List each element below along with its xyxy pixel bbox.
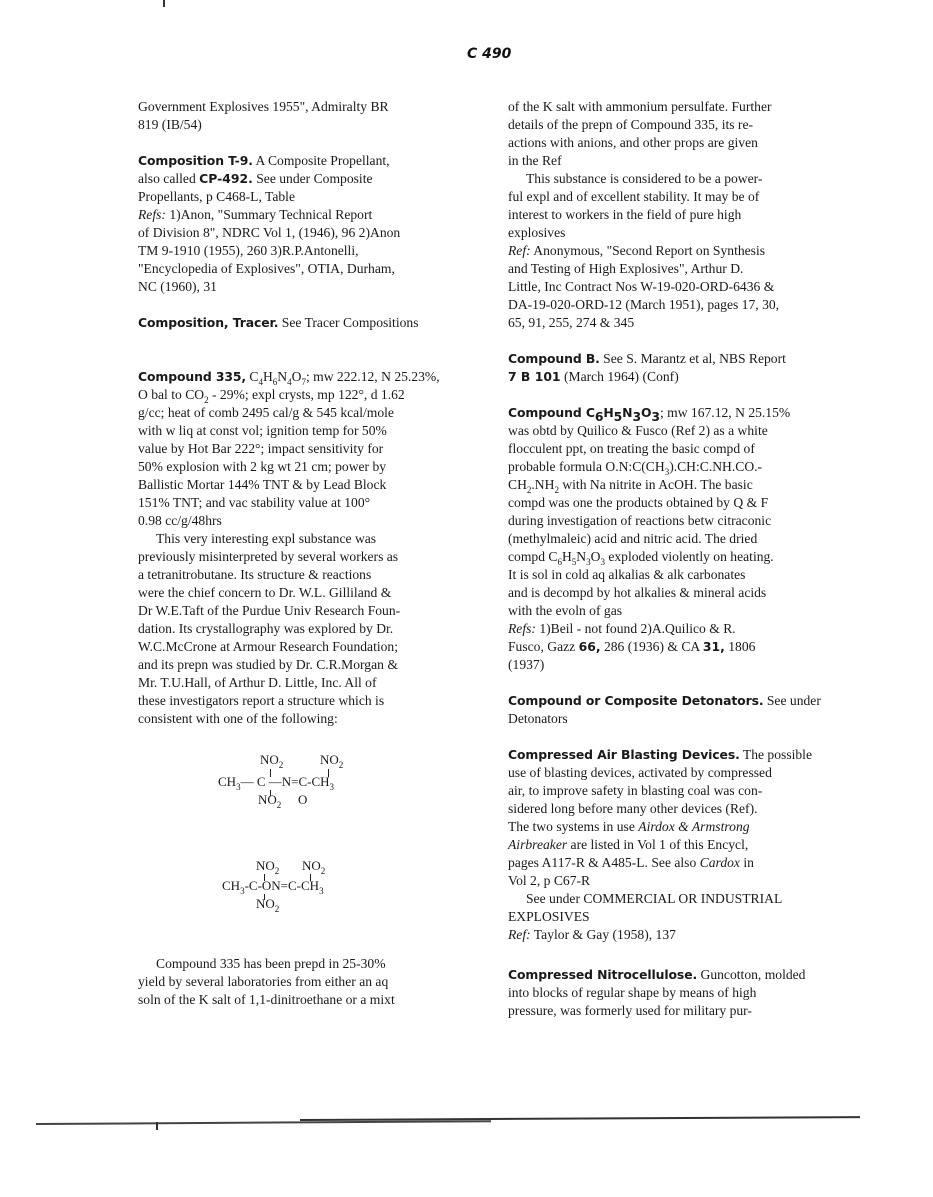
text-line: sidered long before many other devices (Ref). xyxy=(508,801,758,816)
text: 286 (1936) & CA xyxy=(600,639,703,654)
text-line: Detonators xyxy=(508,711,568,726)
text-line: See under COMMERCIAL OR INDUSTRIAL xyxy=(526,891,783,906)
text: ; mw 222.12, N 25.23%, xyxy=(305,369,440,384)
nitro-group: $NO_2$ xyxy=(320,752,344,770)
text-line: Little, Inc Contract Nos W-19-020-ORD-6436 & xyxy=(508,279,775,294)
text-line: yield by several laboratories from either an aq xyxy=(138,974,389,989)
text-line: interest to workers in the field of pure high xyxy=(508,207,742,222)
text-line: actions with anions, and other props are given xyxy=(508,135,758,150)
text-line: in the Ref xyxy=(508,153,562,168)
oxide-oxygen: O xyxy=(298,792,308,807)
text-line: value by Hot Bar 222°; impact sensitivity for xyxy=(138,441,384,456)
text-line: Dr W.E.Taft of the Purdue Univ Research Foun- xyxy=(138,603,401,618)
nitro-group: $NO_2$ xyxy=(258,792,282,810)
entry-heading: Compound 335, xyxy=(138,369,246,384)
text: compd C xyxy=(508,549,558,564)
nitro-group: $NO_2$ xyxy=(260,752,284,770)
continued-text xyxy=(508,98,843,332)
entry-composition-t9 xyxy=(138,152,478,296)
subscript: 4 xyxy=(287,377,292,387)
text-line: "Encyclopedia of Explosives", OTIA, Durham, xyxy=(138,261,395,276)
text-line: of the K salt with ammonium persulfate. Further xyxy=(508,99,772,114)
text-line: (1937) xyxy=(508,657,545,672)
text-line: pressure, was formerly used for military pur- xyxy=(508,1003,752,1018)
text: 1806 xyxy=(724,639,756,654)
volume-bold: 66, xyxy=(578,639,601,654)
italic-text: Airdox & Armstrong xyxy=(638,819,750,834)
text: See under xyxy=(763,693,821,708)
text: O xyxy=(291,369,302,384)
text-line: It is sol in cold aq alkalias & alk carbonates xyxy=(508,567,746,582)
text: See S. Marantz et al, NBS Report xyxy=(599,351,786,366)
page-edge-line xyxy=(300,1116,860,1121)
text-line: consistent with one of the following: xyxy=(138,711,338,726)
text: are listed in Vol 1 of this Encycl, xyxy=(567,837,749,852)
text: ).CH:C.NH.CO.- xyxy=(669,459,763,474)
text: Anonymous, "Second Report on Synthesis xyxy=(530,243,766,258)
subscript: 6 xyxy=(272,377,278,387)
text-line: and Testing of High Explosives", Arthur D. xyxy=(508,261,744,276)
text: See under Composite xyxy=(252,171,373,186)
text-line: 0.98 cc/g/48hrs xyxy=(138,513,222,528)
methyl-group: CH xyxy=(222,878,241,893)
entry-heading: Compound or Composite Detonators. xyxy=(508,693,764,708)
text-line: soln of the K salt of 1,1-dinitroethane or a mixt xyxy=(138,992,395,1007)
structural-formula-1: $NO_2$ $NO_2$ $CH_3—$ C $—N=C-CH_3$ $NO_2$ O xyxy=(218,752,344,810)
text-line: during investigation of reactions betw citraconic xyxy=(508,513,772,528)
text-line: 151% TNT; and vac stability value at 100° xyxy=(138,495,371,510)
report-number: 7 B 101 xyxy=(508,369,561,384)
text-line: W.C.McCrone at Armour Research Foundation; xyxy=(138,639,398,654)
text-line: Compound 335 has been prepd in 25-30% xyxy=(156,956,386,971)
nitro-group: $NO_2$ xyxy=(256,858,280,876)
entry-compound-b xyxy=(508,350,843,386)
text: probable formula O.N:C(CH xyxy=(508,459,665,474)
text-line: g/cc; heat of comb 2495 cal/g & 545 kcal/mole xyxy=(138,405,394,420)
text: exploded violently on heating. xyxy=(604,549,774,564)
text-line: explosives xyxy=(508,225,566,240)
backbone: -C-ON=C-CH xyxy=(244,878,320,893)
entry-heading: Compressed Nitrocellulose. xyxy=(508,967,698,982)
nitro-group: $NO_2$ xyxy=(256,896,280,914)
text: - 29%; expl crysts, mp 122°, d 1.62 xyxy=(208,387,405,402)
structural-formula-2: $NO_2$ $NO_2$ $CH_3-C-ON=C-CH_3$ $NO_2$ xyxy=(222,858,326,914)
text-line: Ballistic Mortar 144% TNT & by Lead Block xyxy=(138,477,387,492)
right-column xyxy=(508,98,843,1038)
entry-heading: Composition T-9. xyxy=(138,153,253,168)
text: O bal to CO xyxy=(138,387,205,402)
subscript: 4 xyxy=(258,377,263,387)
text-line: was obtd by Quilico & Fusco (Ref 2) as a white xyxy=(508,423,768,438)
text-line: ful expl and of excellent stability. It may be of xyxy=(508,189,760,204)
text-line: were the chief concern to Dr. W.L. Gilliland & xyxy=(138,585,392,600)
text-line: these investigators report a structure which is xyxy=(138,693,385,708)
text-line: use of blasting devices, activated by compressed xyxy=(508,765,772,780)
text-line: a tetranitrobutane. Its structure & reactions xyxy=(138,567,372,582)
text: The two systems in use xyxy=(508,819,639,834)
text: with Na nitrite in AcOH. The basic xyxy=(558,477,753,492)
entry-heading: Compound B. xyxy=(508,351,600,366)
page-number: C 490 xyxy=(467,46,512,62)
text: N xyxy=(277,369,288,384)
text-line: 819 (IB/54) xyxy=(138,117,202,132)
text-line: with w liq at const vol; ignition temp for 50% xyxy=(138,423,387,438)
text-line: This substance is considered to be a power- xyxy=(526,171,763,186)
volume-bold: 31, xyxy=(702,639,725,654)
text: A Composite Propellant, xyxy=(252,153,390,168)
left-column xyxy=(138,98,478,746)
entry-compressed-nitrocellulose xyxy=(508,966,843,1020)
text-line: TM 9-1910 (1955), 260 3)R.P.Antonelli, xyxy=(138,243,359,258)
text-line: Vol 2, p C67-R xyxy=(508,873,591,888)
ref-label: Ref: xyxy=(508,927,531,942)
entry-composition-tracer xyxy=(138,314,478,332)
text: H xyxy=(262,369,273,384)
text-line: air, to improve safety in blasting coal was con- xyxy=(508,783,763,798)
refs-label: Refs: xyxy=(138,207,166,222)
subscript: 2 xyxy=(204,395,209,405)
text-line: and its prepn was studied by Dr. C.R.Morgan & xyxy=(138,657,398,672)
text-line: and is decompd by hot alkalies & mineral acids xyxy=(508,585,767,600)
text-line: This very interesting expl substance was xyxy=(156,531,377,546)
subscript: 7 xyxy=(301,377,306,387)
compound-335-prep xyxy=(138,955,478,1009)
text: The possible xyxy=(739,747,812,762)
text: CH xyxy=(508,477,527,492)
text: (March 1964) (Conf) xyxy=(560,369,679,384)
text-line: Propellants, p C468-L, Table xyxy=(138,189,295,204)
refs-label: Refs: xyxy=(508,621,536,636)
entry-compound-c6h5n3o3: Compound $C_6H_5N_3O_3$; mw 167.12, N 25.15% was obtd by Quilico & Fusco (Ref 2) as a white flocculent ppt, on treating the basic compd of probable formula $O.N:C(CH_3).CH:C.NH.CO.-$ $CH_2.NH_2$ with Na nitrite in AcOH. The basic compd was one the products obtained by Q & F during investigation of reactions betw citraconic (methylmaleic) acid and nitric acid. The dried compd $C_6H_5N_3O_3$ exploded violently on heating. It is sol in cold aq alkalias & alk carbonates and is decompd by hot alkalies & mineral acids with the evoln of gas Refs: 1)Beil - not found 2)A.Quilico & R. Fusco, Gazz 66, 286 (1936) & CA 31, 1806 (1937) xyxy=(508,404,843,674)
text-line: 65, 91, 255, 274 & 345 xyxy=(508,315,635,330)
entry-heading: Composition, Tracer. xyxy=(138,315,279,330)
text: 1)Anon, "Summary Technical Report xyxy=(165,207,373,222)
ref-label: Ref: xyxy=(508,243,531,258)
page-edge-line xyxy=(36,1120,491,1125)
alias-bold: CP-492. xyxy=(199,171,253,186)
scan-mark-top xyxy=(163,0,165,7)
text-line: DA-19-020-ORD-12 (March 1951), pages 17, 30, xyxy=(508,297,780,312)
text-line: details of the prepn of Compound 335, its re- xyxy=(508,117,754,132)
text-line: dation. Its crystallography was explored by Dr. xyxy=(138,621,394,636)
scan-mark-bottom xyxy=(156,1122,158,1130)
text-line: EXPLOSIVES xyxy=(508,909,590,924)
entry-compound-detonators xyxy=(508,692,843,728)
text: .NH xyxy=(531,477,555,492)
text-line: Government Explosives 1955", Admiralty BR xyxy=(138,99,389,114)
entry-heading: Compressed Air Blasting Devices. xyxy=(508,747,740,762)
text: Guncotton, molded xyxy=(697,967,806,982)
italic-text: Airbreaker xyxy=(508,837,568,852)
text-line: compd was one the products obtained by Q & F xyxy=(508,495,769,510)
entry-compound-335 xyxy=(138,368,478,728)
text-line: into blocks of regular shape by means of high xyxy=(508,985,757,1000)
text-line: of Division 8", NDRC Vol 1, (1946), 96 2)Anon xyxy=(138,225,401,240)
nitro-group: $NO_2$ xyxy=(302,858,326,876)
entry-heading: Compound C xyxy=(508,405,595,420)
text-line: 50% explosion with 2 kg wt 21 cm; power by xyxy=(138,459,387,474)
text: See Tracer Compositions xyxy=(278,315,419,330)
text-line: previously misinterpreted by several workers as xyxy=(138,549,399,564)
text: Fusco, Gazz xyxy=(508,639,579,654)
methyl-group: CH xyxy=(218,774,237,789)
text: 1)Beil - not found 2)A.Quilico & R. xyxy=(535,621,736,636)
text: C xyxy=(246,369,259,384)
text: ; mw 167.12, N 25.15% xyxy=(659,405,791,420)
backbone: — C —N=C-CH xyxy=(240,774,330,789)
text-line: Mr. T.U.Hall, of Arthur D. Little, Inc. All of xyxy=(138,675,377,690)
text-line: flocculent ppt, on treating the basic compd of xyxy=(508,441,755,456)
text-line: NC (1960), 31 xyxy=(138,279,217,294)
continued-text xyxy=(138,98,478,134)
text-line: with the evoln of gas xyxy=(508,603,623,618)
entry-compressed-air-blasting xyxy=(508,746,843,944)
italic-text: Cardox xyxy=(699,855,740,870)
text: in xyxy=(739,855,754,870)
text: pages A117-R & A485-L. See also xyxy=(508,855,700,870)
text-line: (methylmaleic) acid and nitric acid. The dried xyxy=(508,531,758,546)
text: Taylor & Gay (1958), 137 xyxy=(530,927,676,942)
text: also called xyxy=(138,171,200,186)
